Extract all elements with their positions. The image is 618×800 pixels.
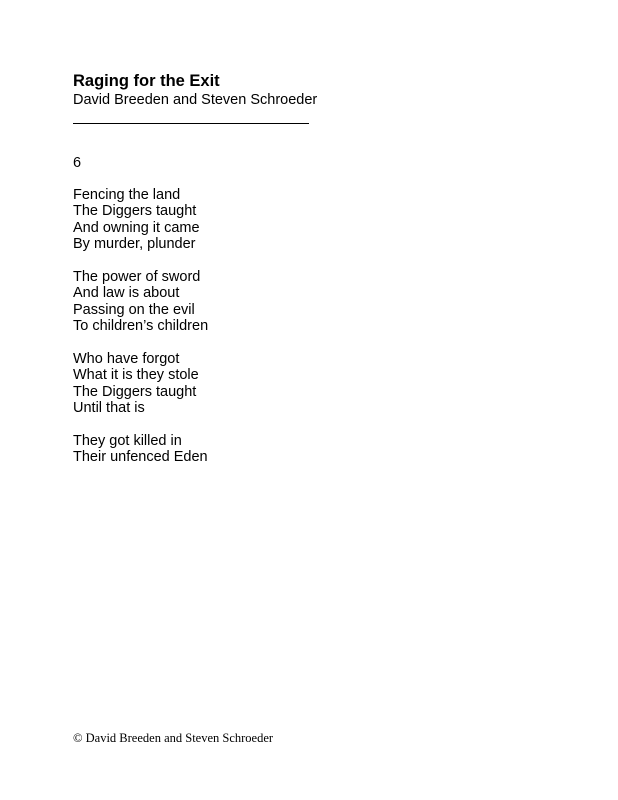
poem-line: And law is about (73, 285, 180, 302)
poem-line: The Diggers taught (73, 203, 197, 220)
title-divider (73, 123, 309, 124)
author-line: David Breeden and Steven Schroeder (73, 92, 318, 108)
copyright-footer: © David Breeden and Steven Schroeder (73, 731, 274, 745)
poem-title: Raging for the Exit (73, 72, 220, 90)
poem-line: Passing on the evil (73, 301, 195, 318)
stanza-4 (73, 433, 208, 466)
poem-line: Their unfenced Eden (73, 449, 208, 466)
poem-line: Fencing the land (73, 187, 181, 203)
poem-line: Until that is (73, 400, 145, 417)
stanza-3 (73, 351, 208, 417)
poem-line: The Diggers taught (73, 383, 197, 400)
poem-number: 6 (73, 155, 82, 171)
poem-line: The power of sword (73, 269, 201, 286)
poem-line: And owning it came (73, 219, 200, 236)
poem-line: To children’s children (73, 318, 209, 335)
stanza-2 (73, 269, 208, 335)
poem-line: By murder, plunder (73, 236, 196, 253)
poem-line: What it is they stole (73, 367, 199, 384)
poem-line: They got killed in (73, 433, 182, 450)
stanza-1 (73, 187, 208, 253)
poem-body (73, 187, 208, 482)
poem-line: Who have forgot (73, 351, 180, 368)
